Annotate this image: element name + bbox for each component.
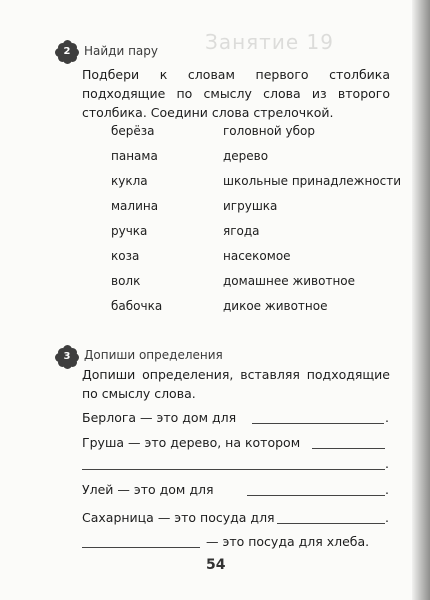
task-2-title: Найди пару	[84, 44, 159, 58]
sentence-grusha: Груша — это дерево, на котором	[82, 435, 301, 450]
left-word: бабочка	[111, 299, 163, 313]
sentence-uley: Улей — это дом для	[82, 482, 214, 497]
period: .	[385, 410, 389, 425]
right-word: головной убор	[223, 124, 315, 138]
answer-line[interactable]	[247, 495, 385, 496]
task-2-number: 2	[60, 45, 74, 59]
sentence-bread: — это посуда для хлеба.	[206, 534, 370, 549]
right-word: школьные принадлежности	[223, 174, 402, 188]
left-word: коза	[111, 249, 140, 263]
sentence-berloga: Берлога — это дом для	[82, 410, 237, 425]
right-word: насекомое	[223, 249, 291, 263]
sentence-sakharnitsa: Сахарница — это посуда для	[82, 510, 275, 525]
period: .	[385, 482, 389, 497]
right-word: игрушка	[223, 199, 278, 213]
task-3-title: Допиши определения	[84, 348, 223, 362]
ghost-heading: Занятие 19	[205, 30, 334, 54]
task-2-flower-icon	[56, 41, 78, 63]
right-word: дерево	[223, 149, 269, 163]
period: .	[385, 456, 389, 471]
answer-line[interactable]	[312, 448, 385, 449]
task-3-number: 3	[60, 350, 74, 364]
answer-line[interactable]	[277, 523, 385, 524]
answer-line[interactable]	[82, 547, 200, 548]
page-edge-shadow	[412, 0, 430, 600]
period: .	[385, 510, 389, 525]
left-word: кукла	[111, 174, 148, 188]
left-word: малина	[111, 199, 159, 213]
right-word: дикое животное	[223, 299, 328, 313]
page-number: 54	[206, 557, 226, 573]
answer-line[interactable]	[82, 469, 385, 470]
right-word: ягода	[223, 224, 260, 238]
left-word: берёза	[111, 124, 155, 138]
left-word: ручка	[111, 224, 148, 238]
answer-line[interactable]	[252, 423, 384, 424]
left-word: панама	[111, 149, 158, 163]
task-3-flower-icon	[56, 346, 78, 368]
task-3-instruction: Допиши определения, вставляя подходящие по смыслу слова.	[82, 367, 390, 401]
right-word: домашнее животное	[223, 274, 356, 288]
left-word: волк	[111, 274, 141, 288]
task-2-instruction: Подбери к словам первого столбика подходящие по смыслу слова из второго столбика. Соедини слова стрелочкой.	[82, 67, 390, 120]
